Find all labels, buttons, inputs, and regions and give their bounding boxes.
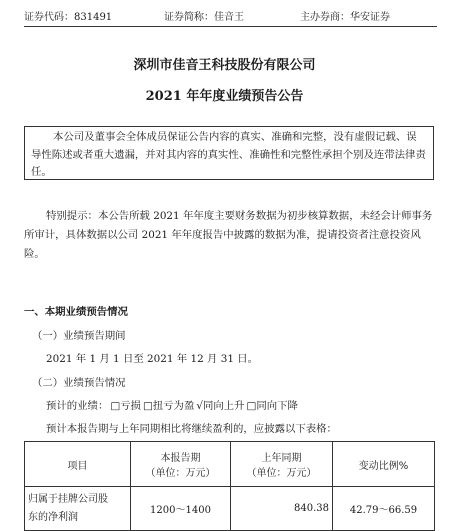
forecast-period: 2021 年 1 月 1 日至 2021 年 12 月 31 日。 — [46, 353, 259, 365]
header-current-period — [131, 442, 231, 487]
row-change-value: 42.79～66.59 — [333, 487, 435, 531]
company-title: 深圳市佳音王科技股份有限公司 — [133, 58, 316, 73]
header-prior-line1: 上年同期 — [261, 453, 302, 464]
option-increase: √同向上升 — [196, 400, 245, 412]
option-decrease: □同向下降 — [246, 400, 298, 412]
table-intro: 预计本报告期与上年同期相比将继续盈利的，应披露以下表格： — [46, 423, 337, 435]
row-item-line2: 东的净利润 — [28, 511, 78, 523]
forecast-table — [24, 441, 435, 531]
header-current-line1: 本报告期 — [160, 453, 201, 464]
table-row — [25, 487, 435, 531]
subsection-1-title: （一）业绩预告期间 — [32, 330, 126, 342]
header-change: 变动比例% — [333, 442, 435, 487]
row-item — [25, 487, 131, 531]
subsection-2-title: （二）业绩预告情况 — [32, 377, 126, 389]
header-prior-line2: （单位：万元） — [246, 468, 317, 479]
notice-box: 本公司及董事会全体成员保证公告内容的真实、准确和完整，没有虚假记载、误导性陈述或者重大遗漏，并对其内容的真实性、准确性和完整性承担个别及连带法律责任。 — [24, 126, 434, 180]
stock-code: 证券代码：831491 — [24, 12, 113, 23]
section-1-title: 一、本期业绩预告情况 — [24, 306, 128, 318]
header-prior-period — [231, 442, 333, 487]
row-item-line1: 归属于挂牌公司股 — [28, 493, 108, 505]
row-current-value: 1200～1400 — [131, 487, 231, 531]
forecast-label: 预计的业绩： — [46, 400, 109, 412]
page-header — [24, 4, 437, 26]
header-divider — [24, 26, 437, 27]
forecast-options — [46, 397, 300, 412]
stock-short-name: 证券简称：佳音王 — [164, 12, 244, 23]
table-header-row — [25, 442, 435, 487]
row-prior-value: 840.38 — [231, 487, 333, 531]
header-current-line2: （单位：万元） — [145, 468, 216, 479]
header-item: 项目 — [25, 442, 131, 487]
special-tip: 特别提示：本公告所载 2021 年年度主要财务数据为初步核算数据，未经会计师事务所审计，具体数据以公司 2021 年年度报告中披露的数据为准，提请投资者注意投资风险。 — [24, 210, 433, 260]
announcement-title: 2021 年年度业绩预告公告 — [145, 89, 304, 104]
option-turnaround: □扭亏为盈 — [142, 400, 195, 412]
sponsor-broker: 主办券商：华安证券 — [300, 12, 390, 23]
option-loss: □亏损 — [110, 400, 141, 412]
